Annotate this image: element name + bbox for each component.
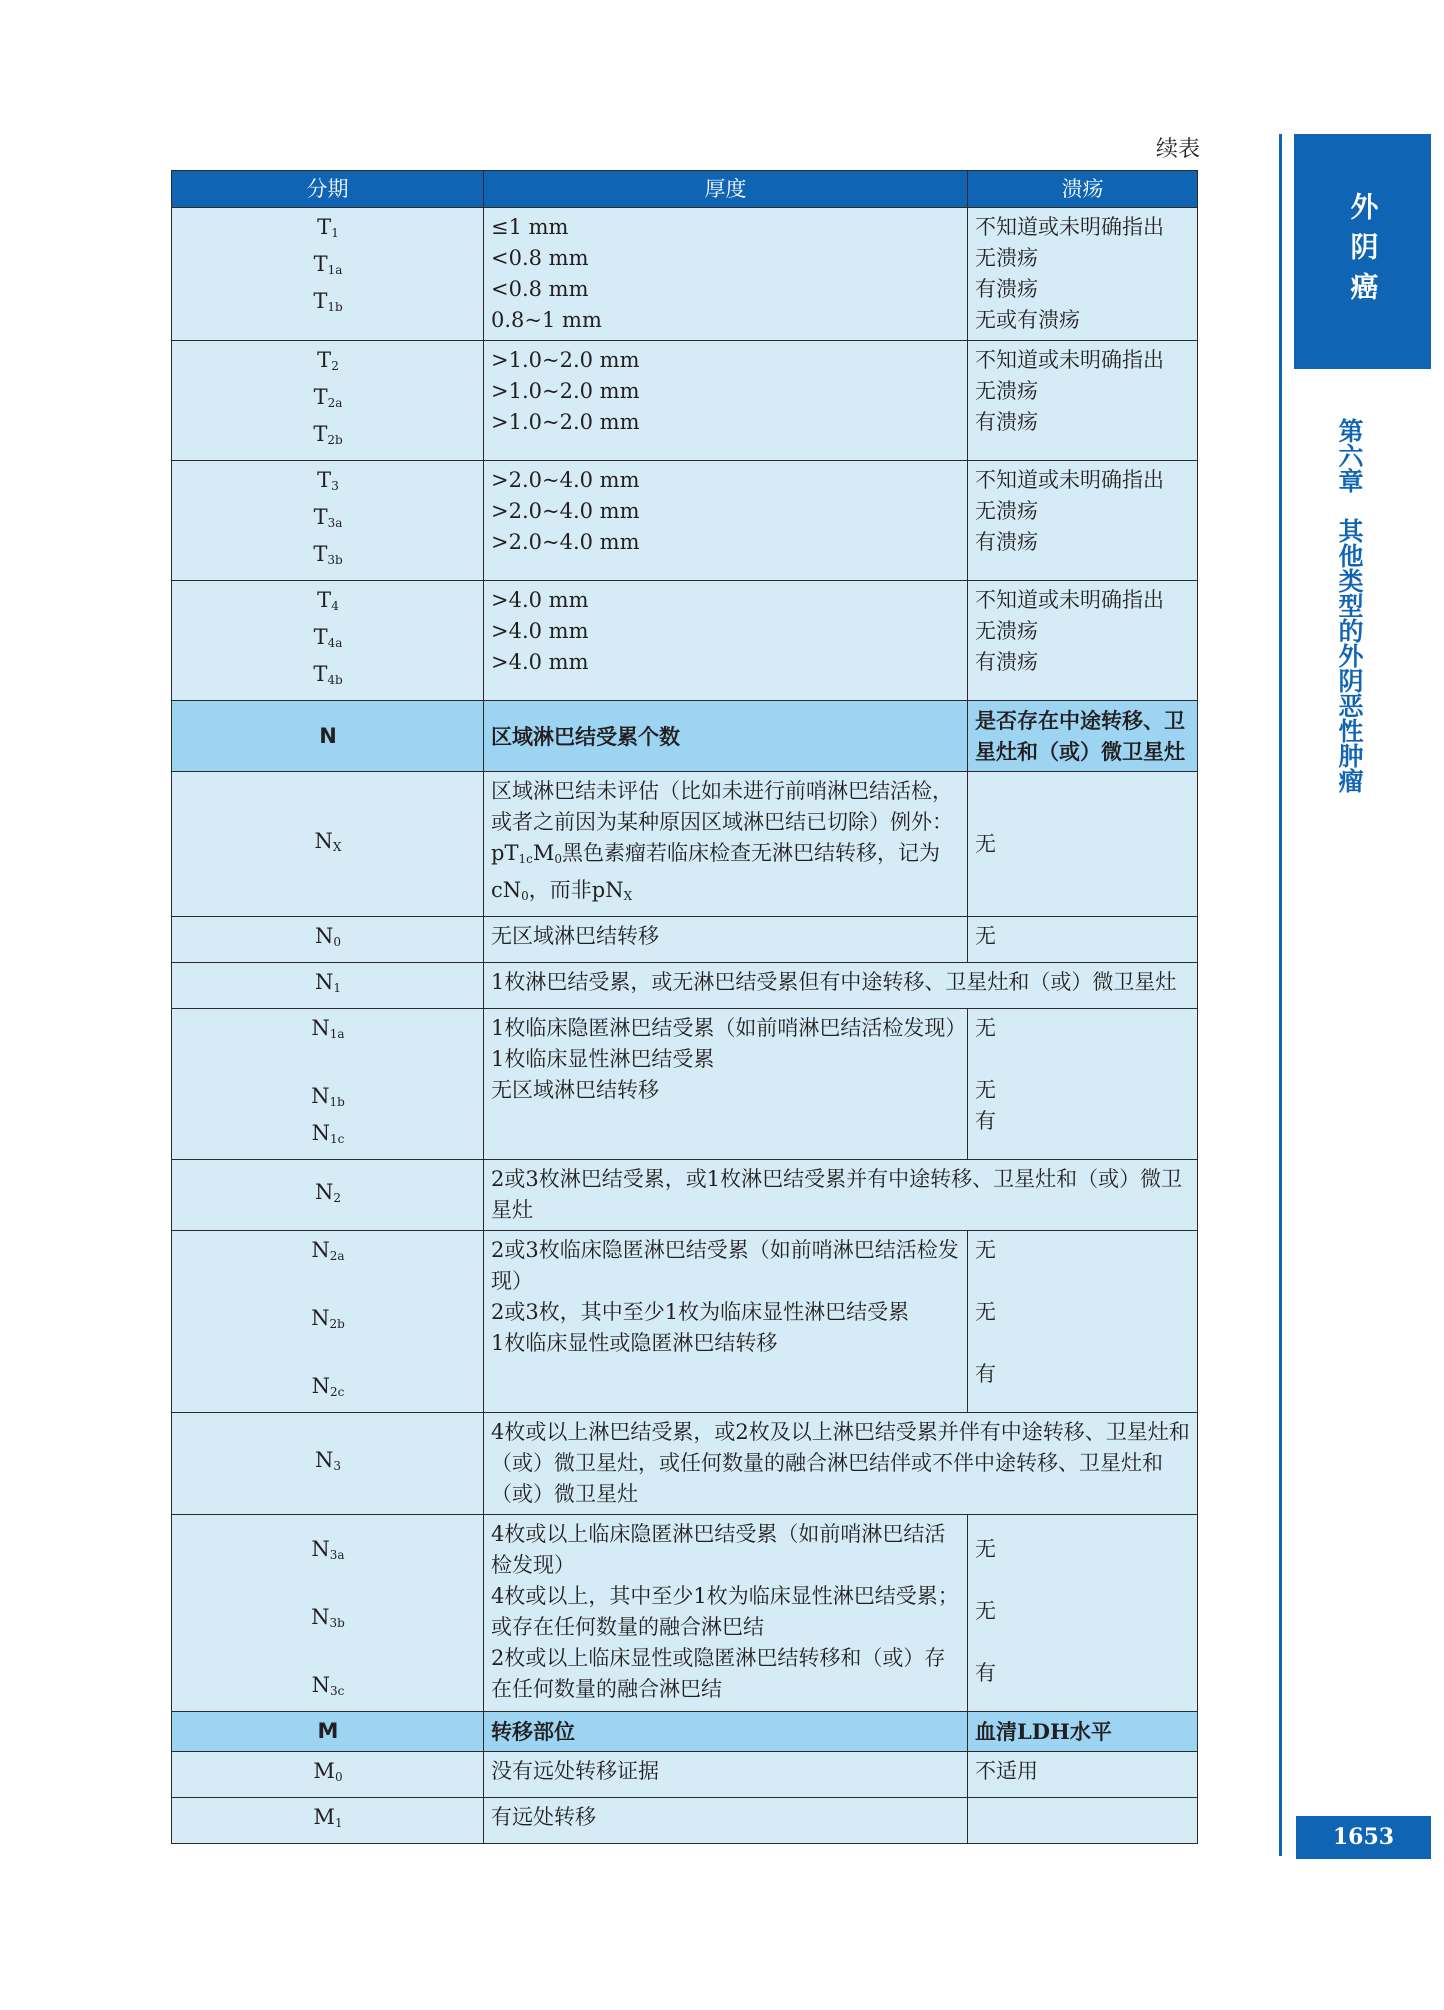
ulceration-value: 有溃疡 bbox=[975, 650, 1038, 674]
stage-subscript: 0 bbox=[333, 935, 341, 949]
stage-cell bbox=[172, 208, 484, 341]
stage-cell bbox=[172, 1413, 484, 1515]
table-row-n2 bbox=[172, 1160, 1198, 1231]
stage-subscript: 2 bbox=[333, 1190, 341, 1205]
stage-label: N bbox=[311, 1673, 330, 1697]
thickness-cell bbox=[484, 341, 968, 461]
thickness-cell bbox=[484, 208, 968, 341]
table-header-row bbox=[172, 171, 1198, 208]
stage-label: T bbox=[313, 289, 328, 313]
chapter-tab-label: 外阴癌 bbox=[1346, 191, 1380, 312]
section-stage-m: M bbox=[172, 1712, 484, 1752]
stage-subscript: 2b bbox=[329, 1317, 345, 1331]
stage-subscript: 1 bbox=[334, 1816, 343, 1830]
criteria-value: 无 bbox=[975, 1300, 996, 1324]
thickness-value: >4.0 mm bbox=[491, 650, 589, 674]
stage-cell bbox=[172, 1752, 484, 1798]
stage-cell bbox=[172, 1160, 484, 1231]
stage-subscript: 0 bbox=[334, 1770, 343, 1784]
ulceration-value: 不知道或未明确指出 bbox=[975, 348, 1164, 372]
table-row-t2 bbox=[172, 341, 1198, 461]
description-cell bbox=[484, 1515, 968, 1712]
section-title-m: 转移部位 bbox=[484, 1712, 968, 1752]
section-criteria-n: 是否存在中途转移、卫星灶和（或）微卫星灶 bbox=[968, 701, 1198, 772]
stage-label: N bbox=[311, 1537, 330, 1561]
description-text: 1枚临床隐匿淋巴结受累（如前哨淋巴结活检发现） bbox=[491, 1016, 967, 1040]
section-row-m bbox=[172, 1712, 1198, 1752]
header-stage: 分期 bbox=[172, 171, 484, 208]
description-subscript: 0 bbox=[554, 852, 562, 866]
stage-subscript: 1a bbox=[327, 263, 343, 277]
ulceration-value: 无溃疡 bbox=[975, 499, 1038, 523]
description-text: M bbox=[532, 841, 555, 865]
criteria-cell: 不适用 bbox=[968, 1752, 1198, 1798]
stage-subscript: 2b bbox=[327, 433, 343, 447]
criteria-cell: 无 bbox=[968, 772, 1198, 917]
header-thickness: 厚度 bbox=[484, 171, 968, 208]
table-row-n0 bbox=[172, 917, 1198, 963]
table-row-n1 bbox=[172, 963, 1198, 1009]
ulceration-cell bbox=[968, 581, 1198, 701]
description-text: 4枚或以上，其中至少1枚为临床显性淋巴结受累；或存在任何数量的融合淋巴结 bbox=[491, 1584, 959, 1639]
thickness-cell bbox=[484, 581, 968, 701]
stage-subscript: 4a bbox=[327, 636, 343, 650]
thickness-value: <0.8 mm bbox=[491, 277, 589, 301]
stage-subscript: 3a bbox=[327, 516, 343, 530]
stage-cell bbox=[172, 1515, 484, 1712]
stage-cell bbox=[172, 1009, 484, 1160]
description-cell bbox=[484, 1009, 968, 1160]
thickness-cell bbox=[484, 461, 968, 581]
stage-label: T bbox=[313, 505, 328, 529]
table-row-t1 bbox=[172, 208, 1198, 341]
section-row-n bbox=[172, 701, 1198, 772]
stage-label: N bbox=[311, 1306, 330, 1330]
description-cell: 2或3枚淋巴结受累，或1枚淋巴结受累并有中途转移、卫星灶和（或）微卫星灶 bbox=[484, 1160, 1198, 1231]
stage-label: N bbox=[311, 1121, 330, 1145]
ulceration-value: 有溃疡 bbox=[975, 410, 1038, 434]
stage-label: M bbox=[313, 1759, 335, 1783]
stage-cell bbox=[172, 917, 484, 963]
description-text: 2枚或以上临床显性或隐匿淋巴结转移和（或）存在任何数量的融合淋巴结 bbox=[491, 1646, 946, 1701]
header-ulceration: 溃疡 bbox=[968, 171, 1198, 208]
stage-label: N bbox=[314, 970, 334, 994]
criteria-value: 无 bbox=[975, 1599, 996, 1623]
criteria-cell bbox=[968, 1515, 1198, 1712]
stage-label: T bbox=[317, 468, 332, 492]
stage-subscript: 4b bbox=[327, 673, 343, 687]
criteria-cell bbox=[968, 1009, 1198, 1160]
stage-subscript: 3a bbox=[329, 1548, 345, 1562]
description-cell bbox=[484, 1231, 968, 1413]
stage-label: T bbox=[313, 662, 328, 686]
description-text: 1枚临床显性或隐匿淋巴结转移 bbox=[491, 1331, 778, 1355]
description-text: 2或3枚临床隐匿淋巴结受累（如前哨淋巴结活检发现） bbox=[491, 1238, 959, 1293]
stage-subscript: 1c bbox=[330, 1132, 345, 1146]
stage-subscript: 1a bbox=[329, 1027, 345, 1041]
sidebar-divider bbox=[1279, 134, 1282, 1856]
description-text: ，而非pN bbox=[528, 878, 624, 902]
stage-subscript: 3c bbox=[330, 1684, 345, 1698]
description-text: 黑色素瘤若临床检查无淋巴结转移，记为cN bbox=[491, 841, 940, 902]
stage-subscript: 3b bbox=[327, 553, 343, 567]
thickness-value: >4.0 mm bbox=[491, 588, 589, 612]
stage-label: N bbox=[311, 1084, 330, 1108]
stage-subscript: 1b bbox=[329, 1095, 345, 1109]
stage-label: N bbox=[311, 1016, 330, 1040]
criteria-value: 有 bbox=[975, 1661, 996, 1685]
section-criteria-m: 血清LDH水平 bbox=[968, 1712, 1198, 1752]
criteria-cell bbox=[968, 1231, 1198, 1413]
ulceration-value: 无溃疡 bbox=[975, 619, 1038, 643]
criteria-value: 无 bbox=[975, 1016, 996, 1040]
description-subscript: 0 bbox=[521, 889, 529, 903]
ulceration-value: 无或有溃疡 bbox=[975, 308, 1080, 332]
ulceration-value: 有溃疡 bbox=[975, 277, 1038, 301]
table-row-t3 bbox=[172, 461, 1198, 581]
stage-label: N bbox=[311, 1238, 330, 1262]
ulceration-cell bbox=[968, 461, 1198, 581]
stage-label: T bbox=[317, 588, 332, 612]
criteria-value: 无 bbox=[975, 1078, 996, 1102]
criteria-value: 有 bbox=[975, 1109, 996, 1133]
stage-label: N bbox=[311, 1374, 330, 1398]
stage-label: T bbox=[317, 215, 332, 239]
ulceration-cell bbox=[968, 341, 1198, 461]
stage-label: N bbox=[311, 1605, 330, 1629]
ulceration-value: 无溃疡 bbox=[975, 379, 1038, 403]
stage-subscript: 4 bbox=[331, 599, 339, 613]
table-row-n3-sub bbox=[172, 1515, 1198, 1712]
ulceration-value: 不知道或未明确指出 bbox=[975, 468, 1164, 492]
table-row-m0 bbox=[172, 1752, 1198, 1798]
thickness-value: >1.0~2.0 mm bbox=[491, 379, 640, 403]
stage-subscript: 2a bbox=[327, 396, 343, 410]
continued-label: 续表 bbox=[1155, 137, 1200, 162]
table-row-n3 bbox=[172, 1413, 1198, 1515]
stage-label: N bbox=[314, 828, 333, 853]
description-cell bbox=[484, 772, 968, 917]
ulceration-value: 不知道或未明确指出 bbox=[975, 215, 1164, 239]
stage-label: N bbox=[314, 1179, 334, 1204]
description-text: 2或3枚，其中至少1枚为临床显性淋巴结受累 bbox=[491, 1300, 910, 1324]
table-row-m1 bbox=[172, 1798, 1198, 1844]
thickness-value: >2.0~4.0 mm bbox=[491, 530, 640, 554]
ulceration-value: 有溃疡 bbox=[975, 530, 1038, 554]
stage-cell bbox=[172, 461, 484, 581]
stage-label: N bbox=[314, 924, 334, 948]
ulceration-cell bbox=[968, 208, 1198, 341]
stage-cell bbox=[172, 341, 484, 461]
stage-subscript: 3 bbox=[333, 1459, 341, 1473]
description-cell: 1枚淋巴结受累，或无淋巴结受累但有中途转移、卫星灶和（或）微卫星灶 bbox=[484, 963, 1198, 1009]
thickness-value: ≤1 mm bbox=[491, 215, 569, 239]
stage-label: T bbox=[313, 252, 328, 276]
thickness-value: >4.0 mm bbox=[491, 619, 589, 643]
stage-subscript: 2a bbox=[329, 1249, 345, 1263]
stage-label: T bbox=[313, 542, 328, 566]
stage-label: N bbox=[314, 1448, 334, 1472]
description-subscript: X bbox=[623, 889, 633, 903]
thickness-value: >1.0~2.0 mm bbox=[491, 348, 640, 372]
thickness-value: >1.0~2.0 mm bbox=[491, 410, 640, 434]
description-text: 区域淋巴结未评估（比如未进行前哨淋巴结活检，或者之前因为某种原因区域淋巴结已切除）例外：pT bbox=[491, 779, 953, 865]
stage-subscript: 3b bbox=[329, 1616, 345, 1630]
staging-table bbox=[171, 170, 1198, 1844]
description-text: 无区域淋巴结转移 bbox=[491, 1078, 659, 1102]
thickness-value: >2.0~4.0 mm bbox=[491, 468, 640, 492]
stage-subscript: 1 bbox=[333, 981, 341, 995]
chapter-title: 第六章 其他类型的外阴恶性肿瘤 bbox=[1335, 418, 1364, 793]
stage-label: T bbox=[313, 422, 328, 446]
stage-cell bbox=[172, 772, 484, 917]
thickness-value: 0.8~1 mm bbox=[491, 308, 602, 332]
table-row-n2-sub bbox=[172, 1231, 1198, 1413]
criteria-cell bbox=[968, 1798, 1198, 1844]
stage-subscript: 2 bbox=[331, 359, 339, 373]
thickness-value: <0.8 mm bbox=[491, 246, 589, 270]
stage-subscript: 1b bbox=[327, 300, 343, 314]
section-stage-n: N bbox=[172, 701, 484, 772]
stage-cell bbox=[172, 1231, 484, 1413]
page-number: 1653 bbox=[1296, 1816, 1431, 1859]
stage-label: T bbox=[313, 385, 328, 409]
criteria-value: 无 bbox=[975, 1238, 996, 1262]
criteria-value: 无 bbox=[975, 1537, 996, 1561]
stage-subscript: 1 bbox=[331, 226, 339, 240]
stage-cell bbox=[172, 1798, 484, 1844]
description-cell: 没有远处转移证据 bbox=[484, 1752, 968, 1798]
criteria-cell: 无 bbox=[968, 917, 1198, 963]
stage-subscript: 2c bbox=[330, 1385, 345, 1399]
ulceration-value: 不知道或未明确指出 bbox=[975, 588, 1164, 612]
table-row-t4 bbox=[172, 581, 1198, 701]
stage-subscript: X bbox=[332, 839, 342, 854]
description-cell: 4枚或以上淋巴结受累，或2枚及以上淋巴结受累并伴有中途转移、卫星灶和（或）微卫星灶，或任何数量的融合淋巴结伴或不伴中途转移、卫星灶和（或）微卫星灶 bbox=[484, 1413, 1198, 1515]
criteria-value: 有 bbox=[975, 1362, 996, 1386]
chapter-tab bbox=[1294, 134, 1431, 369]
stage-subscript: 3 bbox=[331, 479, 339, 493]
description-text: 4枚或以上临床隐匿淋巴结受累（如前哨淋巴结活检发现） bbox=[491, 1522, 946, 1577]
stage-cell bbox=[172, 581, 484, 701]
stage-label: T bbox=[313, 625, 328, 649]
section-title-n: 区域淋巴结受累个数 bbox=[484, 701, 968, 772]
table-row-n1-sub bbox=[172, 1009, 1198, 1160]
description-cell: 有远处转移 bbox=[484, 1798, 968, 1844]
stage-label: T bbox=[317, 348, 332, 372]
stage-label: M bbox=[313, 1805, 335, 1829]
thickness-value: >2.0~4.0 mm bbox=[491, 499, 640, 523]
description-cell: 无区域淋巴结转移 bbox=[484, 917, 968, 963]
stage-cell bbox=[172, 963, 484, 1009]
description-text: 1枚临床显性淋巴结受累 bbox=[491, 1047, 715, 1071]
ulceration-value: 无溃疡 bbox=[975, 246, 1038, 270]
description-subscript: 1c bbox=[518, 852, 533, 866]
table-row-nx bbox=[172, 772, 1198, 917]
